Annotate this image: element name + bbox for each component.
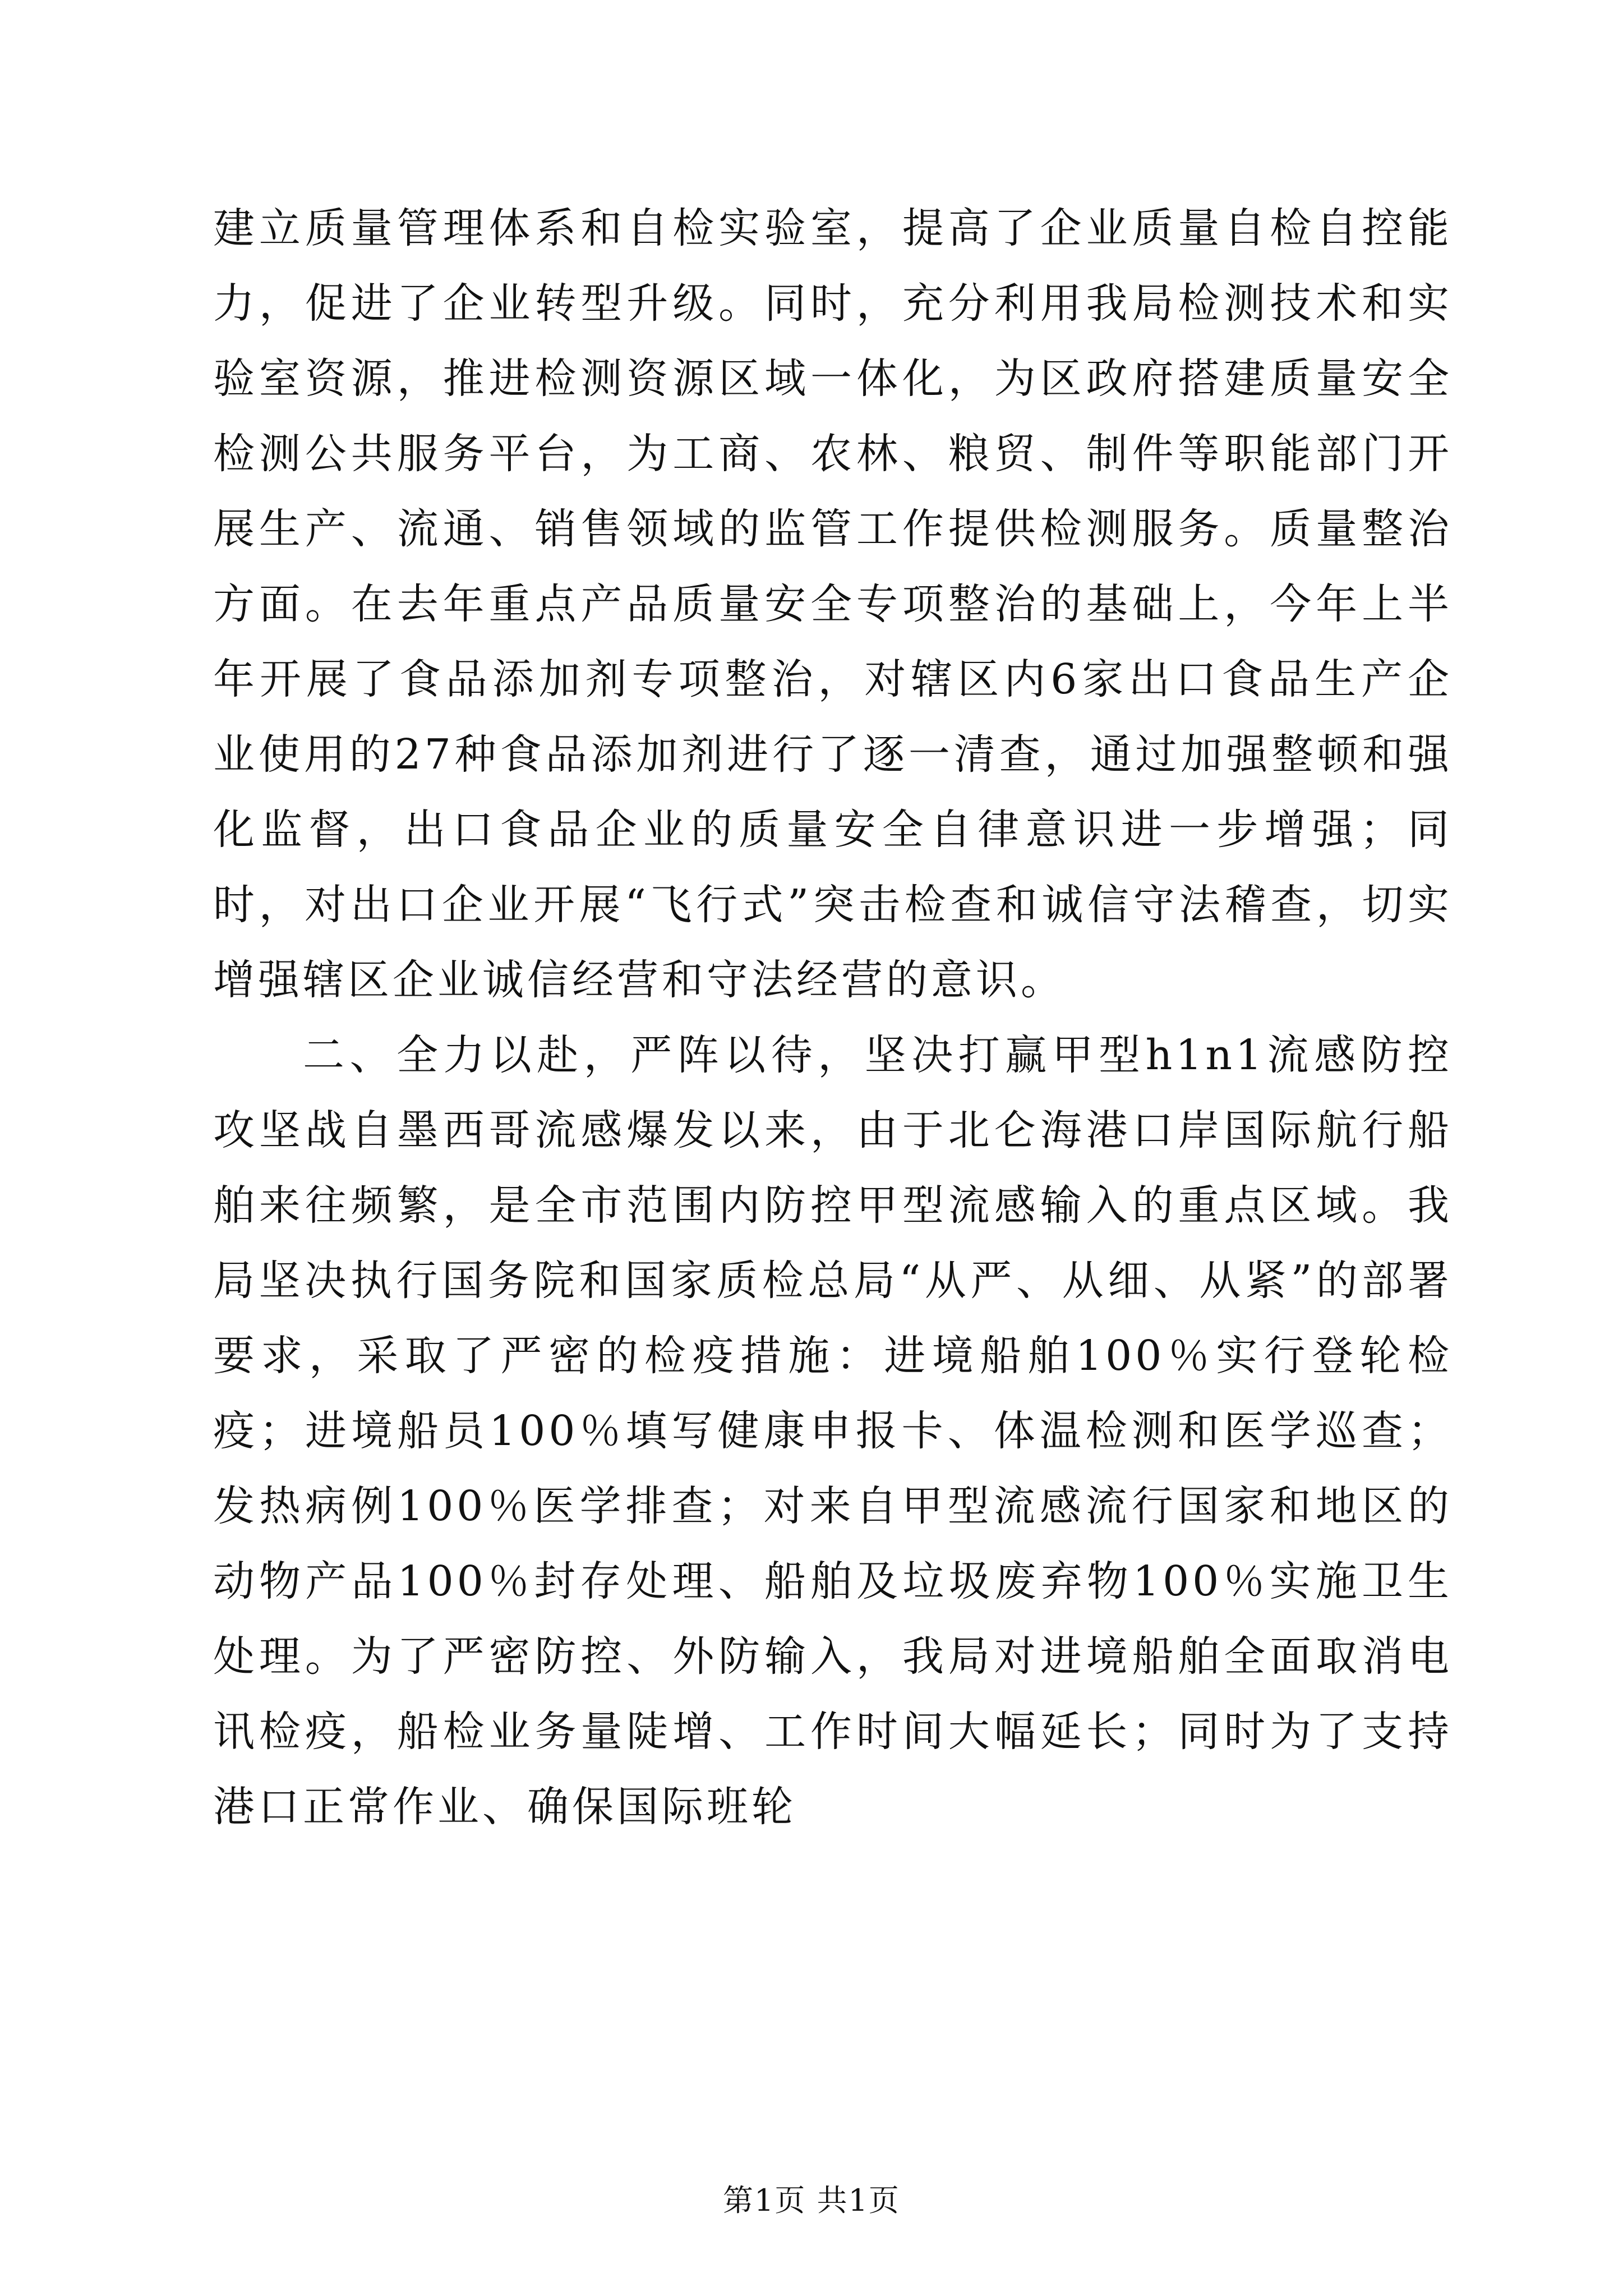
- page-footer: 第1页 共1页: [723, 2183, 900, 2218]
- paragraph-1: 建立质量管理体系和自检实验室，提高了企业质量自检自控能力，促进了企业转型升级。同时，充分利用我局检测技术和实验室资源，推进检测资源区域一体化，为区政府搭建质量安全检测公共服务平台，为工商、农林、粮贸、制件等职能部门开展生产、流通、销售领域的监管工作提供检测服务。质量整治方面。在去年重点产品质量安全专项整治的基础上，今年上半年开展了食品添加剂专项整治，对辖区内6家出口食品生产企业使用的27种食品添加剂进行了逐一清查，通过加强整顿和强化监督，出口食品企业的质量安全自律意识进一步增强；同时，对出口企业开展“飞行式”突击检查和诚信守法稽查，切实增强辖区企业诚信经营和守法经营的意识。: [213, 204, 1453, 1004]
- paragraph-2: 二、全力以赴，严阵以待，坚决打赢甲型h1n1流感防控攻坚战自墨西哥流感爆发以来，由于北仑海港口岸国际航行船舶来往频繁，是全市范围内防控甲型流感输入的重点区域。我局坚决执行国务院和国家质检总局“从严、从细、从紧”的部署要求，采取了严密的检疫措施：进境船舶100％实行登轮检疫；进境船员100％填写健康申报卡、体温检测和医学巡查；发热病例100％医学排查；对来自甲型流感流行国家和地区的动物产品100％封存处理、船舶及垃圾废弃物100％实施卫生处理。为了严密防控、外防输入，我局对进境船舶全面取消电讯检疫，船检业务量陡增、工作时间大幅延长；同时为了支持港口正常作业、确保国际班轮: [213, 1031, 1453, 1831]
- document-body: [213, 191, 1453, 1844]
